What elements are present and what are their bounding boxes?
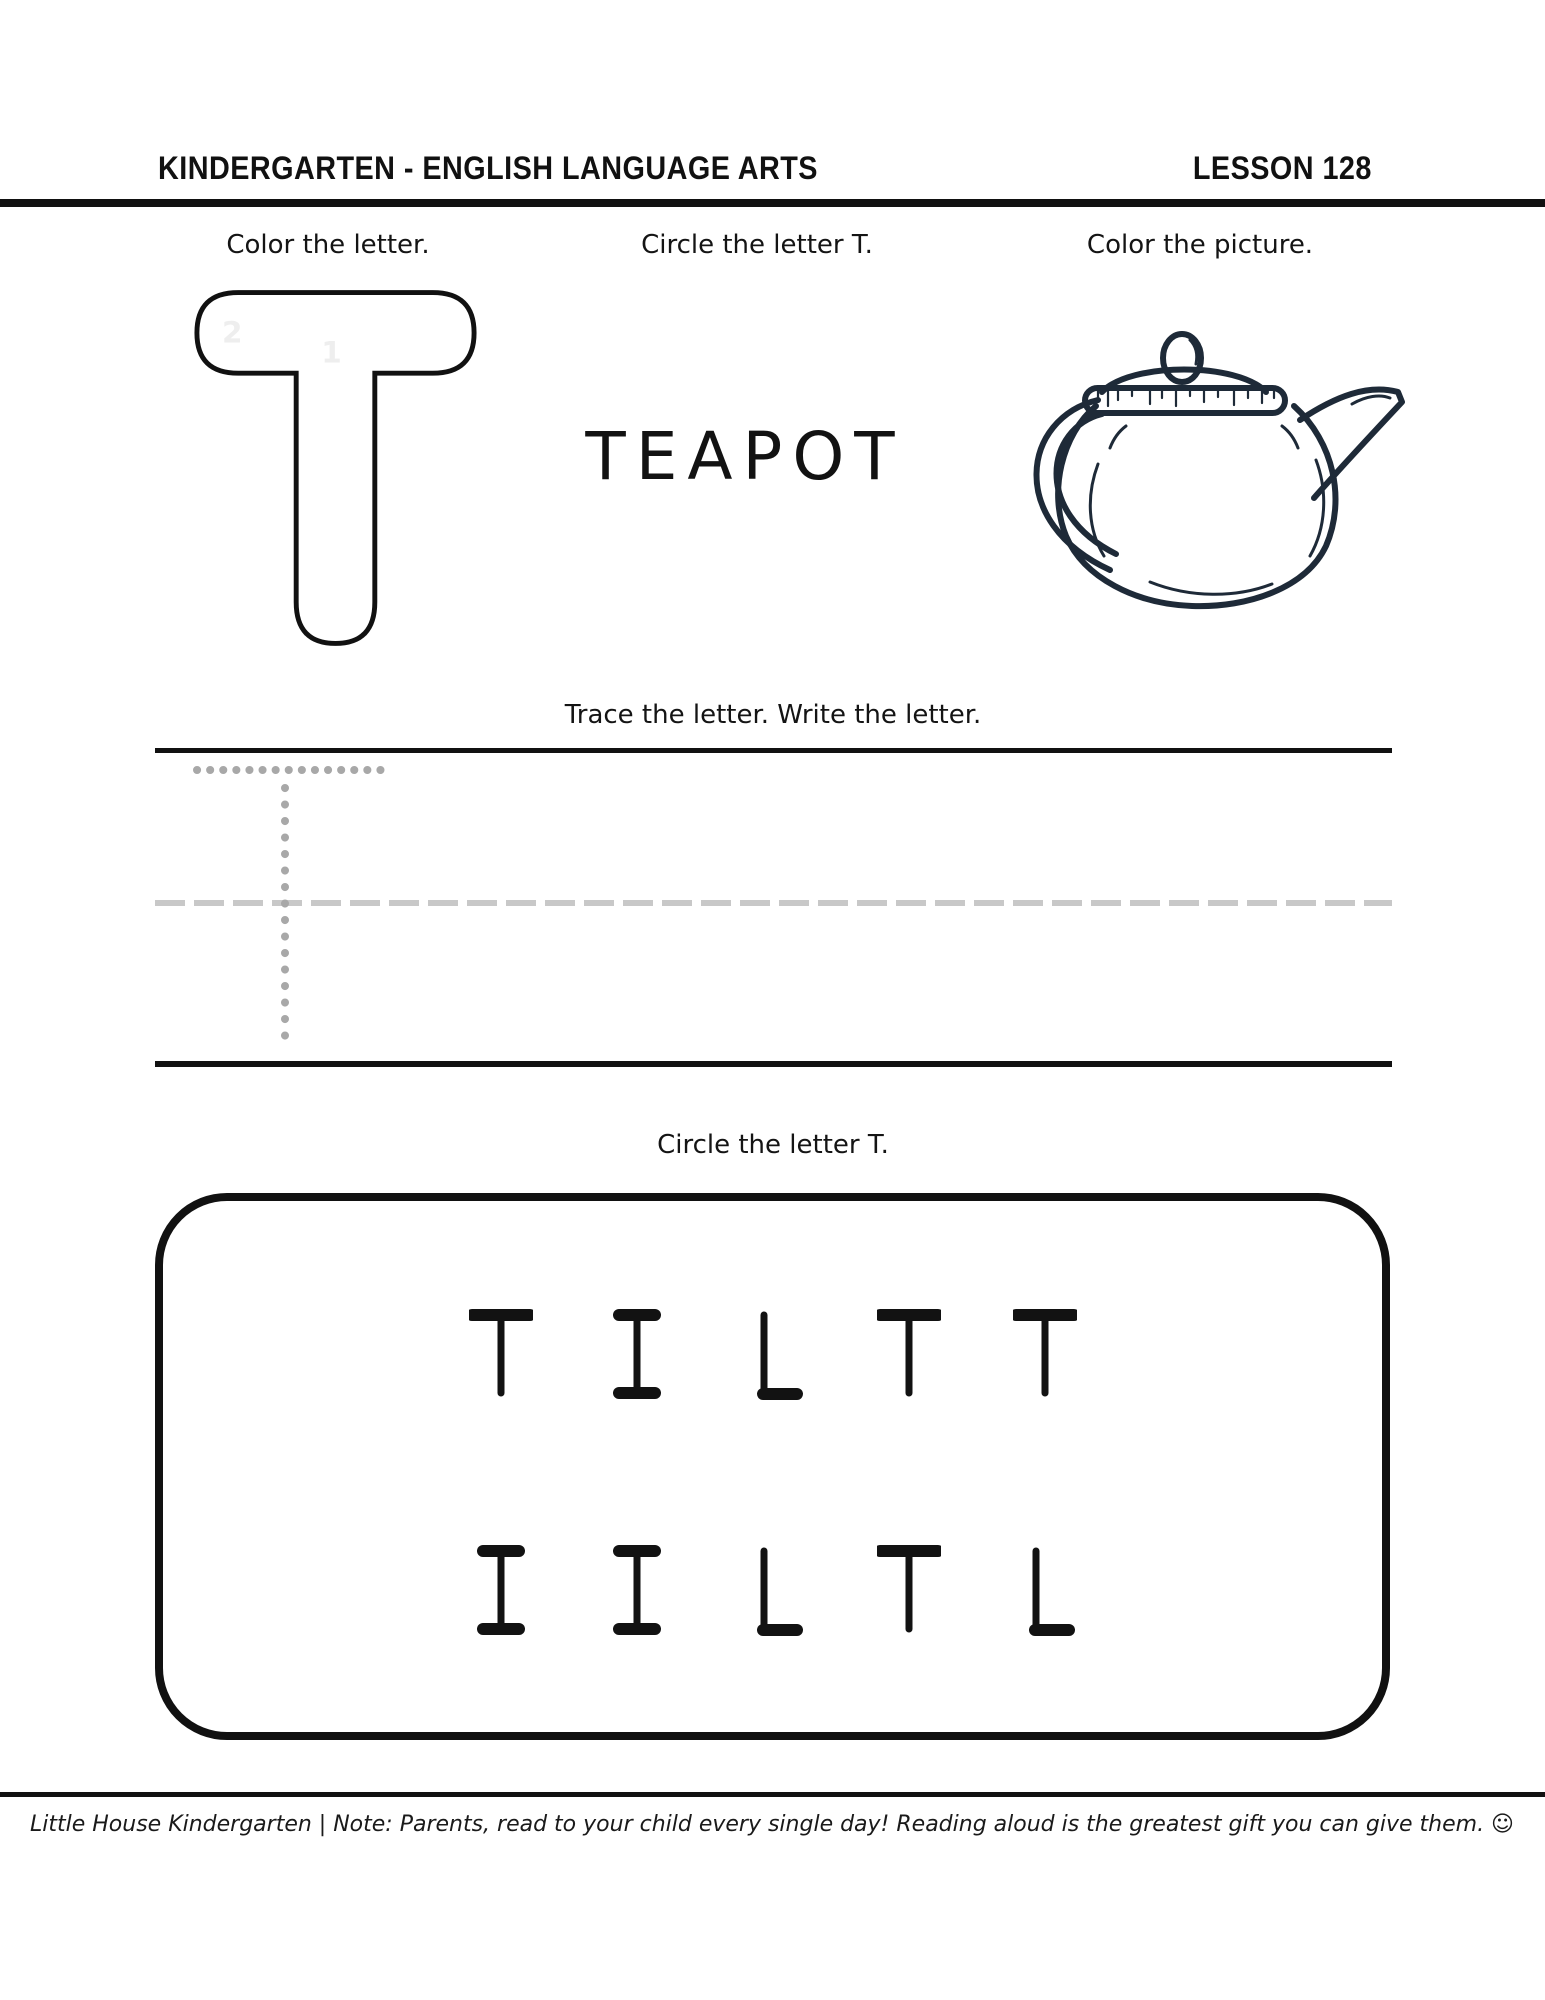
search-letter-L <box>1013 1541 1077 1637</box>
header-lesson-number: LESSON 128 <box>1193 150 1372 186</box>
search-letter-I <box>605 1305 669 1401</box>
teapot-lid-rim <box>1085 388 1285 413</box>
bubble-letter-t <box>192 287 479 650</box>
teapot-spout <box>1300 390 1402 498</box>
search-letter-T <box>877 1305 941 1401</box>
instruction-trace-write: Trace the letter. Write the letter. <box>564 700 982 730</box>
teapot-lid-hatching <box>1098 391 1274 406</box>
stroke-order-hint-1: 1 <box>321 335 342 370</box>
header-divider <box>0 199 1545 207</box>
footer-note: Little House Kindergarten | Note: Parents, read to your child every single day! Reading aloud is the greatest gift you can give them. ☺ <box>29 1812 1515 1837</box>
search-letter-T <box>877 1541 941 1637</box>
search-letter-T <box>1013 1305 1077 1401</box>
letter-row-1 <box>163 1305 1382 1401</box>
search-letter-I <box>469 1541 533 1637</box>
instruction-circle-word: Circle the letter T. <box>641 230 873 260</box>
instruction-circle-letters: Circle the letter T. <box>657 1130 889 1160</box>
stroke-order-hint-2: 2 <box>222 315 243 350</box>
teapot-body-accents <box>1090 426 1323 594</box>
word-teapot: TEAPOT <box>585 418 905 495</box>
trace-letter-t-dotted <box>155 750 1392 1070</box>
header-course-title: KINDERGARTEN - ENGLISH LANGUAGE ARTS <box>158 150 818 186</box>
instruction-color-picture: Color the picture. <box>1086 230 1314 260</box>
search-letter-L <box>741 1541 805 1637</box>
letter-row-2 <box>163 1541 1382 1637</box>
search-letter-L <box>741 1305 805 1401</box>
teapot-handle <box>1036 400 1116 570</box>
search-letter-T <box>469 1305 533 1401</box>
teapot-illustration <box>1000 330 1410 622</box>
letter-search-box <box>155 1193 1390 1740</box>
footer-divider <box>0 1792 1545 1797</box>
search-letter-I <box>605 1541 669 1637</box>
teapot-body <box>1058 406 1335 606</box>
instruction-color-letter: Color the letter. <box>226 230 430 260</box>
